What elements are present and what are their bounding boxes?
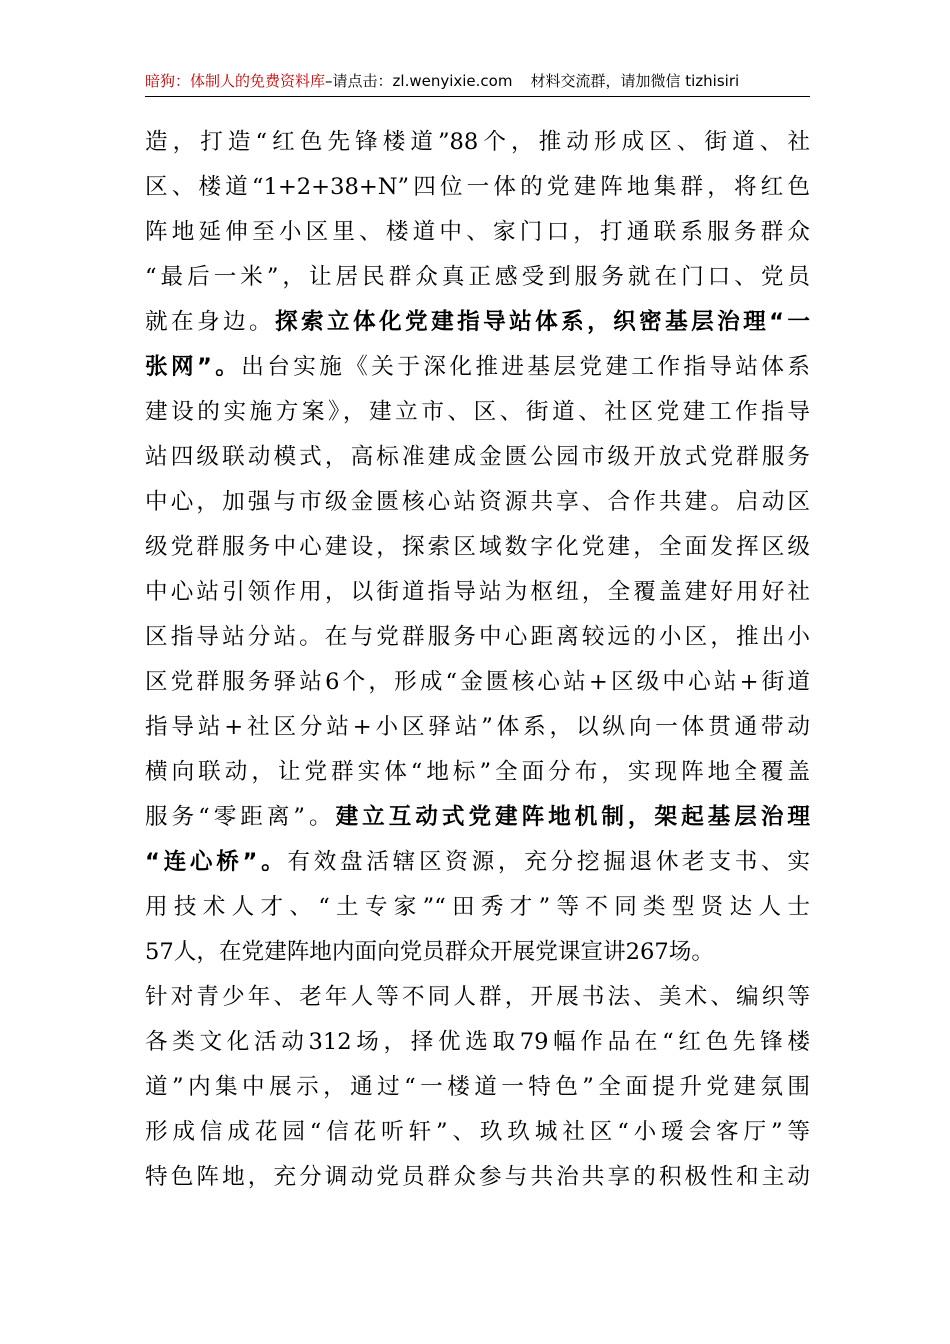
text-line	[145, 975, 810, 1020]
text-line	[145, 345, 810, 390]
body-text-segment: 道”内集中展示，通过“一楼道一特色”全面提升党建氛围	[145, 1074, 810, 1100]
text-line	[145, 390, 810, 435]
bold-heading-text: 张网”。	[145, 354, 242, 380]
header-brand: 暗狗：体制人的免费资料库	[145, 72, 326, 90]
text-line	[145, 795, 810, 840]
text-line	[145, 255, 810, 300]
header-wechat-note: 材料交流群，请加微信 tizhisiri	[530, 72, 740, 90]
body-text-segment: “最后一米”，让居民群众真正感受到服务就在门口、党员	[145, 264, 810, 290]
body-text-segment: 建设的实施方案》，建立市、区、街道、社区党建工作指导	[145, 399, 810, 425]
text-line	[145, 435, 810, 480]
header-divider	[145, 96, 810, 97]
text-line	[145, 1155, 810, 1200]
text-line	[145, 165, 810, 210]
bold-heading-text: “连心桥”。	[145, 849, 288, 875]
body-text-segment: 区党群服务驿站6个，形成“金匮核心站+区级中心站+街道	[145, 669, 810, 695]
body-text-segment: 各类文化活动312场，择优选取79幅作品在“红色先锋楼	[145, 1029, 810, 1055]
body-text-segment: 指导站+社区分站+小区驿站”体系，以纵向一体贯通带动	[145, 714, 810, 740]
text-line	[145, 300, 810, 345]
text-line	[145, 120, 810, 165]
body-text-segment: 阵地延伸至小区里、楼道中、家门口，打通联系服务群众	[145, 219, 810, 245]
text-line	[145, 840, 810, 885]
text-line	[145, 1065, 810, 1110]
text-line	[145, 885, 810, 930]
body-text-segment: 区指导站分站。在与党群服务中心距离较远的小区，推出小	[145, 624, 810, 650]
header-link-prefix: –请点击：	[325, 72, 393, 90]
body-text-segment: 特色阵地，充分调动党员群众参与共治共享的积极性和主动	[145, 1164, 810, 1190]
text-line	[145, 570, 810, 615]
text-line	[145, 930, 810, 975]
text-line	[145, 705, 810, 750]
page-header	[145, 68, 810, 94]
text-line	[145, 660, 810, 705]
text-line	[145, 750, 810, 795]
body-text-segment: 服务“零距离”。	[145, 804, 336, 830]
bold-heading-text: 建立互动式党建阵地机制，架起基层治理	[335, 804, 811, 830]
body-text-segment: 形成信成花园“信花听轩”、玖玖城社区“小瑷会客厅”等	[145, 1119, 810, 1145]
body-text	[145, 120, 810, 1200]
text-line	[145, 1020, 810, 1065]
body-text-segment: 横向联动，让党群实体“地标”全面分布，实现阵地全覆盖	[145, 759, 810, 785]
text-line	[145, 1110, 810, 1155]
header-link[interactable]: zl.wenyixie.com	[392, 72, 513, 90]
body-text-segment: 就在身边。	[145, 309, 276, 335]
body-text-segment: 中心站引领作用，以街道指导站为枢纽，全覆盖建好用好社	[145, 579, 810, 605]
body-text-segment: 有效盘活辖区资源，充分挖掘退休老支书、实	[287, 849, 810, 875]
bold-heading-text: 探索立体化党建指导站体系，织密基层治理“一	[275, 309, 810, 335]
body-text-segment: 站四级联动模式，高标准建成金匮公园市级开放式党群服务	[145, 444, 810, 470]
body-text-segment: 出台实施《关于深化推进基层党建工作指导站体系	[241, 354, 810, 380]
body-text-segment: 针对青少年、老年人等不同人群，开展书法、美术、编织等	[145, 984, 810, 1010]
text-line	[145, 210, 810, 255]
body-text-segment: 级党群服务中心建设，探索区域数字化党建，全面发挥区级	[145, 534, 810, 560]
text-line	[145, 480, 810, 525]
text-line	[145, 615, 810, 660]
text-line	[145, 525, 810, 570]
body-text-segment: 造，打造“红色先锋楼道”88个，推动形成区、街道、社	[145, 129, 810, 155]
body-text-segment: 57人，在党建阵地内面向党员群众开展党课宣讲267场。	[145, 939, 714, 965]
body-text-segment: 用技术人才、“土专家”“田秀才”等不同类型贤达人士	[145, 894, 810, 920]
body-text-segment: 中心，加强与市级金匮核心站资源共享、合作共建。启动区	[145, 489, 810, 515]
body-text-segment: 区、楼道“1+2+38+N”四位一体的党建阵地集群，将红色	[145, 174, 810, 200]
